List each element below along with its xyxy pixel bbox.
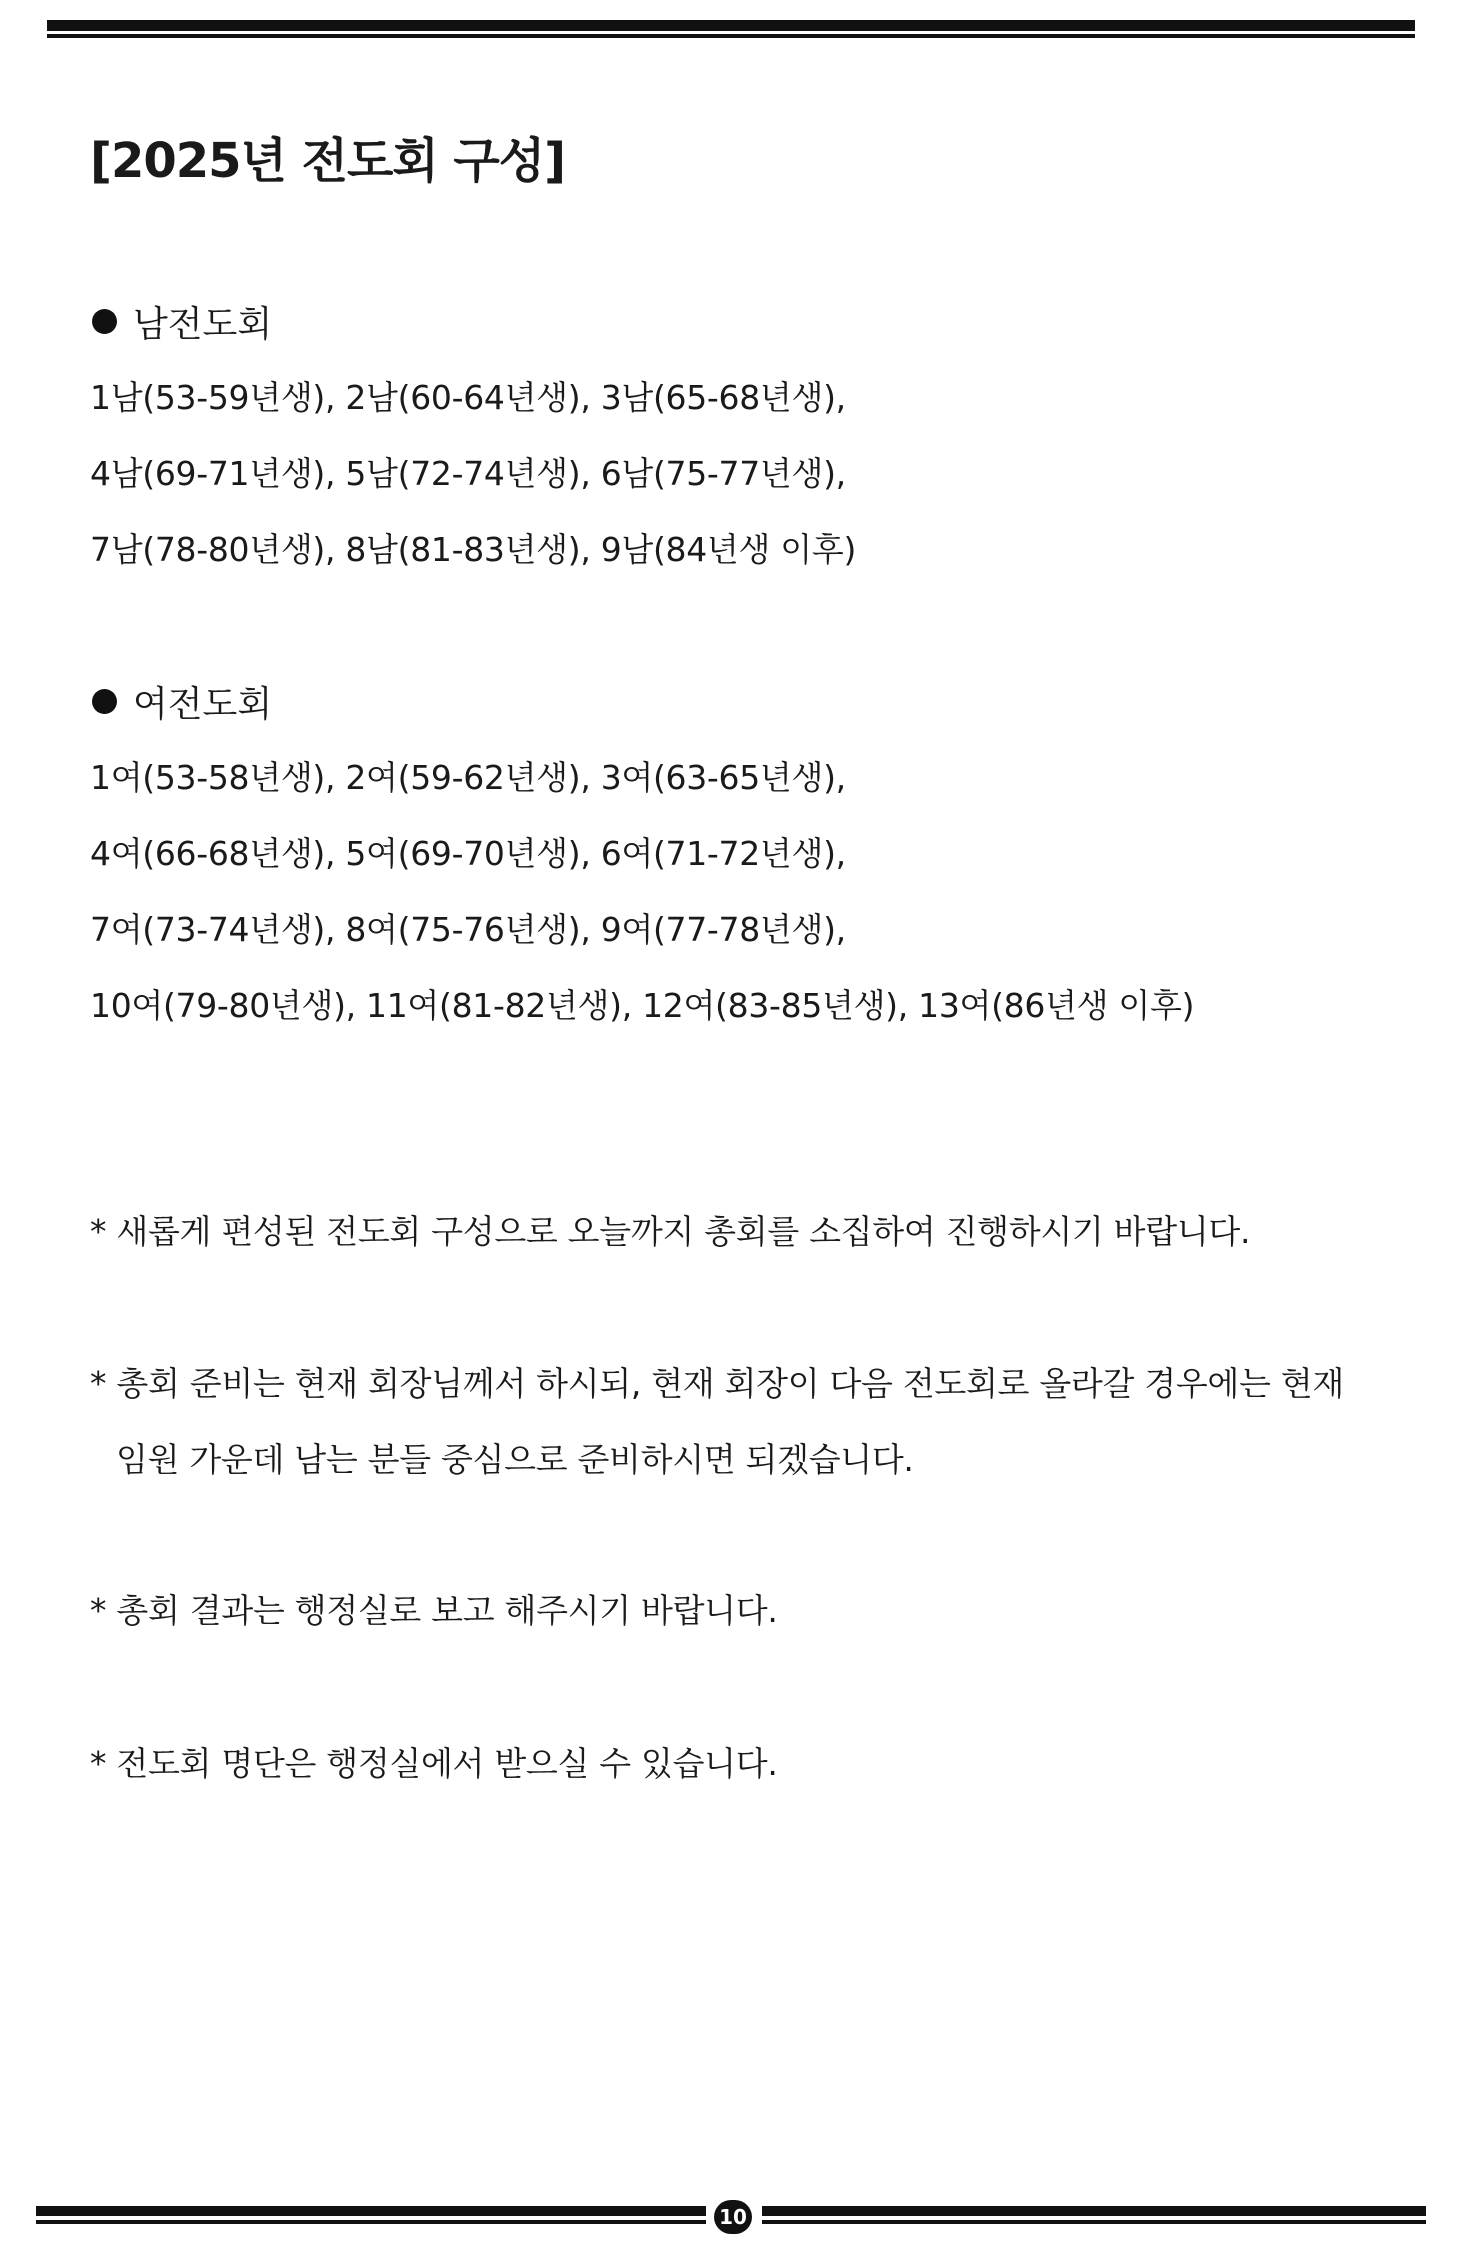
women-section-heading (90, 676, 272, 727)
women-line-2: 4여(66-68년생), 5여(69-70년생), 6여(71-72년생), (90, 834, 846, 873)
men-line-2: 4남(69-71년생), 5남(72-74년생), 6남(75-77년생), (90, 454, 846, 493)
footer-rule-left-thin (36, 2220, 706, 2224)
footer-rule-left-thick (36, 2206, 706, 2216)
women-line-4: 10여(79-80년생), 11여(81-82년생), 12여(83-85년생), 13여(86년생 이후) (90, 986, 1195, 1025)
footer-rule-right-thick (762, 2206, 1426, 2216)
men-line-1: 1남(53-59년생), 2남(60-64년생), 3남(65-68년생), (90, 378, 846, 417)
men-heading-label: 남전도회 (133, 304, 273, 345)
page-number: 10 (714, 2200, 752, 2234)
note-2-continued: 임원 가운데 남는 분들 중심으로 준비하시면 되겠습니다. (116, 1440, 914, 1479)
women-heading-label: 여전도회 (133, 684, 273, 725)
note-3: * 총회 결과는 행정실로 보고 해주시기 바랍니다. (90, 1591, 778, 1630)
top-rule-thin (47, 34, 1415, 38)
note-2: * 총회 준비는 현재 회장님께서 하시되, 현재 회장이 다음 전도회로 올라갈 경우에는 현재 (90, 1364, 1344, 1403)
bullet-icon (92, 309, 117, 334)
women-line-3: 7여(73-74년생), 8여(75-76년생), 9여(77-78년생), (90, 910, 846, 949)
men-section-heading (90, 296, 272, 347)
footer-rule-right-thin (762, 2220, 1426, 2224)
top-rule-thick (47, 20, 1415, 31)
men-line-3: 7남(78-80년생), 8남(81-83년생), 9남(84년생 이후) (90, 530, 857, 569)
women-line-1: 1여(53-58년생), 2여(59-62년생), 3여(63-65년생), (90, 758, 846, 797)
bullet-icon (92, 689, 117, 714)
note-4: * 전도회 명단은 행정실에서 받으실 수 있습니다. (90, 1744, 778, 1783)
page-footer (36, 2204, 1426, 2234)
page-title: [2025년 전도회 구성] (90, 133, 566, 189)
note-1: * 새롭게 편성된 전도회 구성으로 오늘까지 총회를 소집하여 진행하시기 바랍니다. (90, 1212, 1251, 1251)
